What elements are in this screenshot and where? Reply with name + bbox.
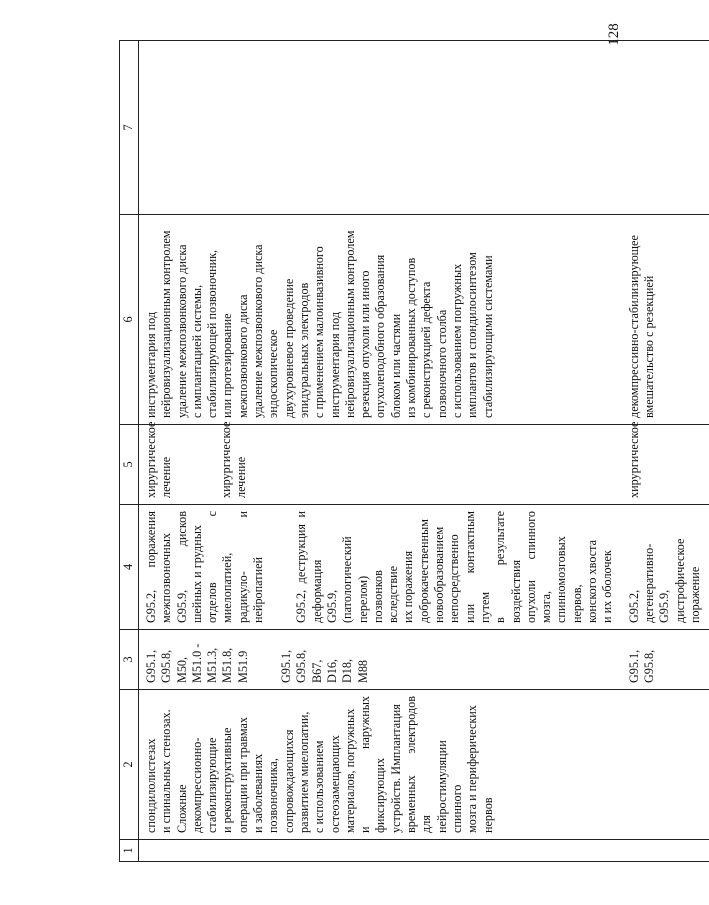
text-line: инструментария под [327, 311, 342, 418]
text-line: сопровождающихся [281, 729, 296, 833]
icd-codes-group-a [144, 636, 251, 683]
text-line: и их оболочек [600, 550, 615, 623]
text-line: отделов с миелопатией, [205, 511, 235, 623]
text-line: устройств. Имплантация [388, 704, 403, 833]
text-line: операции при травмах [235, 717, 250, 833]
column-number: 2 [120, 690, 139, 840]
text-line: лечение [233, 456, 248, 498]
text-line: G95.2, поражения межпозвоночных [144, 511, 174, 623]
text-line: опухоли спинного мозга, [523, 511, 554, 623]
method-group-a [175, 221, 359, 418]
text-line: удаление межпозвонкового диска [251, 244, 266, 418]
text-line: имплантов и спондилосинтезом [465, 252, 480, 418]
text-line: G95.9, (патологический перелом) [324, 536, 370, 623]
text-line: хирургическое [626, 421, 641, 498]
cell-diagnosis [622, 505, 709, 630]
text-line: и заболеваниях [251, 753, 266, 833]
cell-col1 [622, 840, 709, 862]
text-line: остеозамещающих [327, 735, 342, 833]
cell-col1 [139, 840, 622, 862]
text-line: нейровизуализационным контролем [342, 230, 357, 418]
column-number: 3 [120, 630, 139, 690]
cell-treatment-type [622, 421, 709, 505]
text-line: с применением малоинвазивного [312, 246, 327, 418]
diagnosis-group-a [144, 511, 266, 623]
text-line: декомпрессивно-стабилизирующее [626, 235, 641, 418]
text-line: резекция опухоли или иного [358, 270, 373, 418]
text-line: G95.9, дисков шейных и грудных [174, 511, 204, 623]
text-line: блоком или частями [388, 313, 403, 418]
text-line: G95.2, деструкция и деформация [294, 511, 324, 623]
text-line: с использованием [312, 740, 327, 833]
text-line: временных электродов для [404, 696, 434, 833]
text-line: их поражения [401, 550, 416, 623]
text-line: конского хвоста [585, 539, 600, 623]
text-line: спондилолистезах [144, 738, 158, 833]
text-line: инструментария под [144, 311, 158, 418]
text-line: стабилизирующие [205, 737, 220, 833]
text-line: межпозвонкового диска [235, 294, 250, 418]
cell-icd-codes [139, 630, 622, 690]
text-line: нейровизуализационным контролем [159, 230, 174, 418]
text-line: M50, M51.0 - [174, 643, 204, 683]
text-line: в результате воздействия [493, 511, 523, 623]
column-number: 1 [120, 840, 139, 862]
diagnosis-group-b [294, 511, 615, 623]
text-line: стабилизирующими системами [480, 255, 495, 418]
treatment-type-a [144, 421, 175, 498]
column-number: 5 [120, 425, 139, 505]
text-line: G95.8, [294, 649, 309, 683]
cell-col7 [622, 41, 709, 215]
text-line: с реконструкцией дефекта [419, 281, 434, 418]
text-line: G95.2, дегенеративно- [626, 543, 656, 623]
cell-procedure-name [622, 690, 709, 840]
text-line: двухуровневое проведение [281, 278, 296, 418]
text-line: с использованием погружных [449, 263, 464, 418]
text-line: позвонков вследствие [370, 565, 401, 623]
text-line: или контактным путем [462, 511, 492, 623]
column-number: 4 [120, 505, 139, 630]
text-line: опухолеподобного образования [373, 254, 388, 418]
text-line: эндоскопическое [266, 329, 281, 418]
text-line: G95.1, [144, 649, 158, 683]
text-line: из комбинированных доступов [404, 257, 419, 418]
method-group-b [358, 221, 496, 418]
text-line: G95.9, дистрофическое поражение [657, 538, 702, 623]
text-line: спинномозговых нервов, [554, 536, 584, 623]
table-row [622, 41, 709, 862]
text-line: G95.1, [279, 649, 294, 683]
text-line: M51.3, M51.8, [205, 647, 235, 683]
text-line: мозга и периферических [465, 705, 480, 833]
column-number-row [120, 41, 139, 862]
text-line: непосредственно [447, 534, 462, 623]
table-row [139, 41, 622, 862]
text-line: и реконструктивные [220, 727, 235, 833]
cell-col7 [139, 41, 622, 215]
method-top [144, 221, 175, 418]
text-line: новообразованием [432, 526, 447, 623]
text-line: хирургическое [218, 421, 233, 498]
text-line: и наружных фиксирующих [358, 696, 388, 833]
text-line: M51.9 [235, 650, 250, 683]
text-line: эпидуральных электродов [296, 282, 311, 418]
text-line: хирургическое [144, 421, 158, 498]
treatment-table [119, 40, 709, 862]
treatment-type-b [218, 421, 250, 498]
text-line: позвоночного столба [434, 309, 449, 418]
text-line: нервов [480, 797, 495, 833]
cell-treatment-type [139, 421, 622, 505]
text-line: доброкачественным [416, 519, 431, 623]
cell-procedure-name [139, 690, 622, 840]
text-line: декомпрессионно- [189, 737, 204, 833]
text-line: нейростимуляции спинного [434, 740, 464, 833]
text-line: и спинальных стенозах. [159, 709, 174, 833]
column-number: 7 [120, 41, 139, 215]
cell-treatment-method [622, 215, 709, 425]
text-line: развитием миелопатии, [296, 711, 311, 833]
text-line: или протезирование [220, 313, 235, 418]
text-line: Сложные [174, 784, 189, 833]
text-line: M88 [355, 659, 370, 683]
cell-treatment-method [139, 215, 622, 425]
text-line: удаление межпозвонкового диска [174, 244, 189, 418]
text-line: G95.8, [641, 649, 656, 683]
cell-icd-codes [622, 630, 709, 690]
rotated-table-wrapper [119, 40, 702, 862]
text-line: лечение [159, 456, 174, 498]
text-line: B67, D16, D18, [309, 658, 355, 683]
icd-codes-group-b [279, 636, 371, 683]
cell-diagnosis [139, 505, 622, 630]
text-line: G95.1, [626, 649, 641, 683]
text-line: стабилизирующей позвоночник, [205, 249, 220, 418]
page-number: 128 [605, 23, 622, 46]
text-line: G95.8, [159, 649, 174, 683]
text-line: вмешательство с резекцией [641, 275, 656, 418]
text-line: позвоночника, [266, 758, 281, 833]
text-line: материалов, погружных [342, 708, 357, 833]
text-line: с имплантацией системы, [189, 284, 204, 418]
column-number: 6 [120, 215, 139, 425]
text-line: радикуло- и нейропатией [235, 511, 266, 623]
